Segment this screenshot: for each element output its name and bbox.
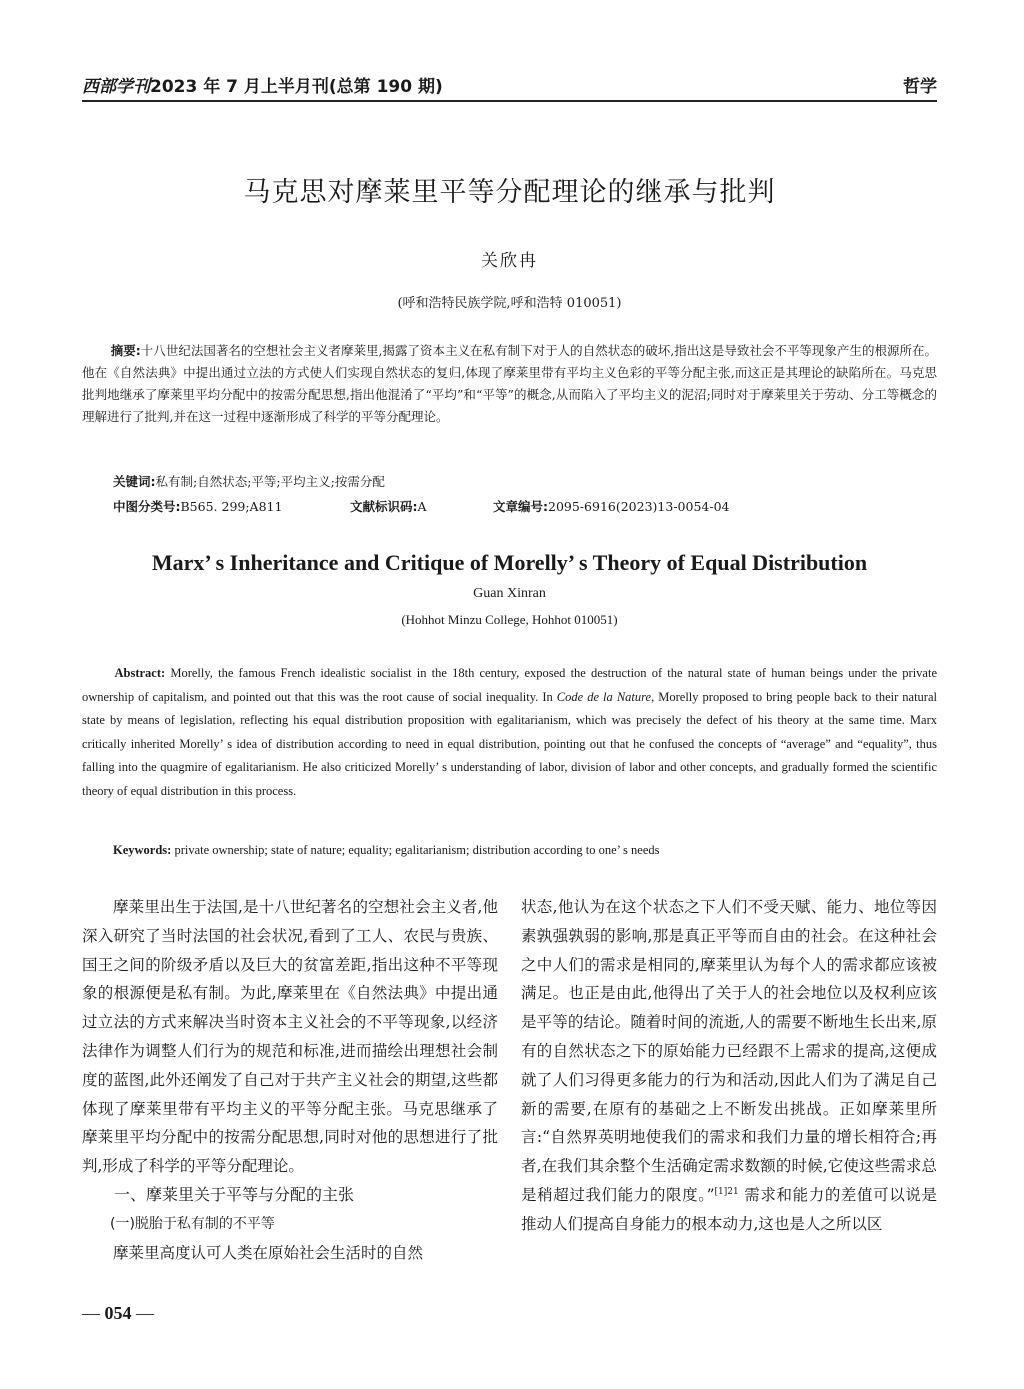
clc-code bbox=[113, 497, 282, 515]
body-paragraph: 摩莱里高度认可人类在原始社会生活时的自然 bbox=[113, 1243, 424, 1262]
en-abstract-label: Abstract: bbox=[114, 666, 166, 680]
journal-issue bbox=[82, 72, 443, 97]
en-abstract-text-2: , Morelly proposed to bring people back to their natural state by means of legislation, reflecting his equal distribution proposition with egalitarianism, which was precisely the defect of his theory at the same time. Marx critically inherited Morelly’ s idea of distribution according to need in equal distribution, pointing out that he confused the concepts of “average” and “equality”, thus falling into the quagmire of egalitarianism. He also criticized Morelly’ s understanding of labor, division of labor and other concepts, and gradually formed the scientific theory of equal distribution in this process. bbox=[82, 689, 937, 798]
en-abstract-text-1: Morelly, the famous French idealistic socialist in the 18th century, exposed the destruction of the natural state of human beings under the private ownership of capitalism, and pointed out that this was the root cause of social inequality. In bbox=[82, 666, 937, 704]
cn-abstract-text: 十八世纪法国著名的空想社会主义者摩莱里,揭露了资本主义在私有制下对于人的自然状态的破坏,指出这是导致社会不平等现象产生的根源所在。他在《自然法典》中提出通过立法的方式使人们实现自然状态的复归,体现了摩莱里带有平均主义色彩的平等分配主张,而这正是其理论的缺陷所在。马克思批判地继承了摩莱里平均分配中的按需分配思想,指出他混淆了“平均”和“平等”的概念,从而陷入了平均主义的泥沼;同时对于摩莱里关于劳动、分工等概念的理解进行了批判,并在这一过程中逐渐形成了科学的平等分配理论。 bbox=[82, 343, 938, 424]
en-keywords-label: Keywords: bbox=[113, 843, 172, 857]
issue-text: 2023 年 7 月上半月刊(总第 190 期) bbox=[150, 77, 443, 97]
journal-logo: 西部学刊 bbox=[82, 77, 150, 97]
body-text: 状态,他认为在这个状态之下人们不受天赋、能力、地位等因素孰强孰弱的影响,那是真正平等而自由的社会。在这种社会之中人们的需求是相同的,摩莱里认为每个人的需求都应该被满足。也正是由此,他得出了关于人的社会地位以及权利应该是平等的结论。随着时间的流逝,人的需要不断地生长出来,原有的自然状态之下的原始能力已经跟不上需求的提高,这便成就了人们习得更多能力的行为和活动,因此人们为了满足自己新的需要,在原有的基础之上不断发出挑战。正如摩莱里所言:“自然界英明地使我们的需求和我们力量的增长相符合;再者,在我们其余整个生活确定需求数额的时候,它使这些需求总是稍超过我们能力的限度。” bbox=[521, 898, 937, 1204]
en-affiliation: (Hohhot Minzu College, Hohhot 010051) bbox=[401, 612, 618, 627]
subsection-heading: (一)脱胎于私有制的不平等 bbox=[110, 1215, 275, 1232]
cn-abstract bbox=[82, 340, 937, 428]
en-author: Guan Xinran bbox=[473, 586, 546, 601]
en-abstract-book-title: Code de la Nature bbox=[556, 689, 652, 704]
body-column-right bbox=[521, 893, 937, 1239]
clc-label: 中图分类号: bbox=[113, 499, 181, 514]
section-label: 哲学 bbox=[903, 77, 937, 97]
en-keywords bbox=[113, 843, 943, 858]
doc-code bbox=[350, 497, 427, 515]
body-paragraph: 摩莱里出生于法国,是十八世纪著名的空想社会主义者,他深入研究了当时法国的社会状况,看到了工人、农民与贵族、国王之间的阶级矛盾以及巨大的贫富差距,指出这种不平等现象的根源便是私有制。为此,摩莱里在《自然法典》中提出通过立法的方式来解决当时资本主义社会的不平等现象,以经济法律作为调整人们行为的规范和标准,进而描绘出理想社会制度的蓝图,此外还阐发了自己对于共产主义社会的期望,这些都体现了摩莱里带有平均主义的平等分配主张。马克思继承了摩莱里平均分配中的按需分配思想,同时对他的思想进行了批判,形成了科学的平等分配理论。 bbox=[82, 898, 498, 1176]
body-paragraph bbox=[521, 893, 937, 1239]
clc-value: B565. 299;A811 bbox=[180, 499, 283, 514]
cn-keywords-label: 关键词: bbox=[113, 474, 156, 489]
running-header bbox=[82, 72, 937, 98]
cn-abstract-label: 摘要: bbox=[110, 343, 141, 358]
page-number: — 054 — bbox=[82, 1303, 154, 1323]
section-heading: 一、摩莱里关于平等与分配的主张 bbox=[114, 1184, 355, 1204]
article-number bbox=[493, 497, 729, 515]
doc-code-value: A bbox=[417, 499, 427, 514]
en-title: Marx’ s Inheritance and Critique of Morelly’ s Theory of Equal Distribution bbox=[151, 550, 868, 575]
cn-keywords bbox=[113, 472, 933, 490]
cn-title: 马克思对摩莱里平等分配理论的继承与批判 bbox=[243, 177, 776, 208]
cn-affiliation: (呼和浩特民族学院,呼和浩特 010051) bbox=[397, 296, 622, 311]
citation-ref[interactable]: [1]21 bbox=[714, 1186, 739, 1197]
en-abstract bbox=[82, 662, 937, 803]
cn-keywords-text: 私有制;自然状态;平等;平均主义;按需分配 bbox=[155, 474, 385, 489]
doc-code-label: 文献标识码: bbox=[350, 499, 418, 514]
cn-author: 关欣冉 bbox=[481, 251, 538, 271]
body-column-left bbox=[82, 893, 498, 1267]
article-no-value: 2095-6916(2023)13-0054-04 bbox=[548, 499, 730, 514]
page-number-value: 054 bbox=[104, 1303, 132, 1323]
article-no-label: 文章编号: bbox=[493, 499, 548, 514]
en-keywords-text: private ownership; state of nature; equality; egalitarianism; distribution according to one’ s needs bbox=[171, 843, 660, 857]
body-text: 需求和能力的差值可以说是推动人们提高自身能力的根本动力,这也是人之所以区 bbox=[521, 1185, 937, 1233]
header-rule bbox=[82, 100, 937, 102]
